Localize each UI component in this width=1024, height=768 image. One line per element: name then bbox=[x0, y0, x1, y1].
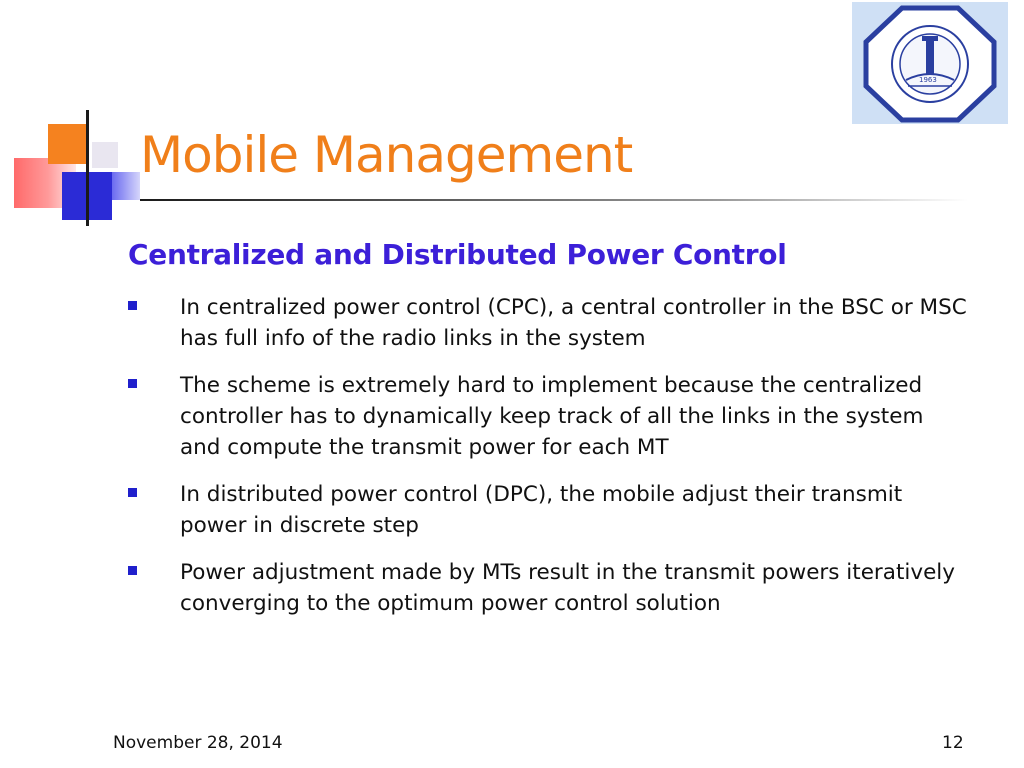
slide-title: Mobile Management bbox=[140, 126, 633, 184]
list-item bbox=[128, 479, 968, 541]
page-number: 12 bbox=[942, 733, 964, 753]
bullet-text: Power adjustment made by MTs result in the transmit powers iteratively converging to the optimum power control solution bbox=[180, 560, 955, 616]
list-item bbox=[128, 370, 968, 463]
university-seal-icon bbox=[852, 2, 1008, 124]
square-bullet-icon bbox=[128, 379, 137, 388]
bullet-text: In distributed power control (DPC), the mobile adjust their transmit power in discrete step bbox=[180, 482, 903, 538]
square-bullet-icon bbox=[128, 488, 137, 497]
title-underline bbox=[140, 199, 968, 201]
svg-text:1963: 1963 bbox=[919, 76, 937, 84]
square-bullet-icon bbox=[128, 301, 137, 310]
bullet-text: In centralized power control (CPC), a central controller in the BSC or MSC has full info of the radio links in the system bbox=[180, 295, 967, 351]
decor-grey-square bbox=[92, 142, 118, 168]
decor-orange-square bbox=[48, 124, 88, 164]
slide-subtitle: Centralized and Distributed Power Control bbox=[128, 238, 787, 271]
decor-vertical-line bbox=[86, 110, 89, 226]
decor-light-blue-square bbox=[112, 172, 140, 200]
footer-date: November 28, 2014 bbox=[113, 733, 283, 753]
bullet-list bbox=[128, 292, 968, 635]
square-bullet-icon bbox=[128, 566, 137, 575]
list-item bbox=[128, 557, 968, 619]
bullet-text: The scheme is extremely hard to implement because the centralized controller has to dynamically keep track of all the links in the system and compute the transmit power for each MT bbox=[180, 373, 924, 460]
list-item bbox=[128, 292, 968, 354]
